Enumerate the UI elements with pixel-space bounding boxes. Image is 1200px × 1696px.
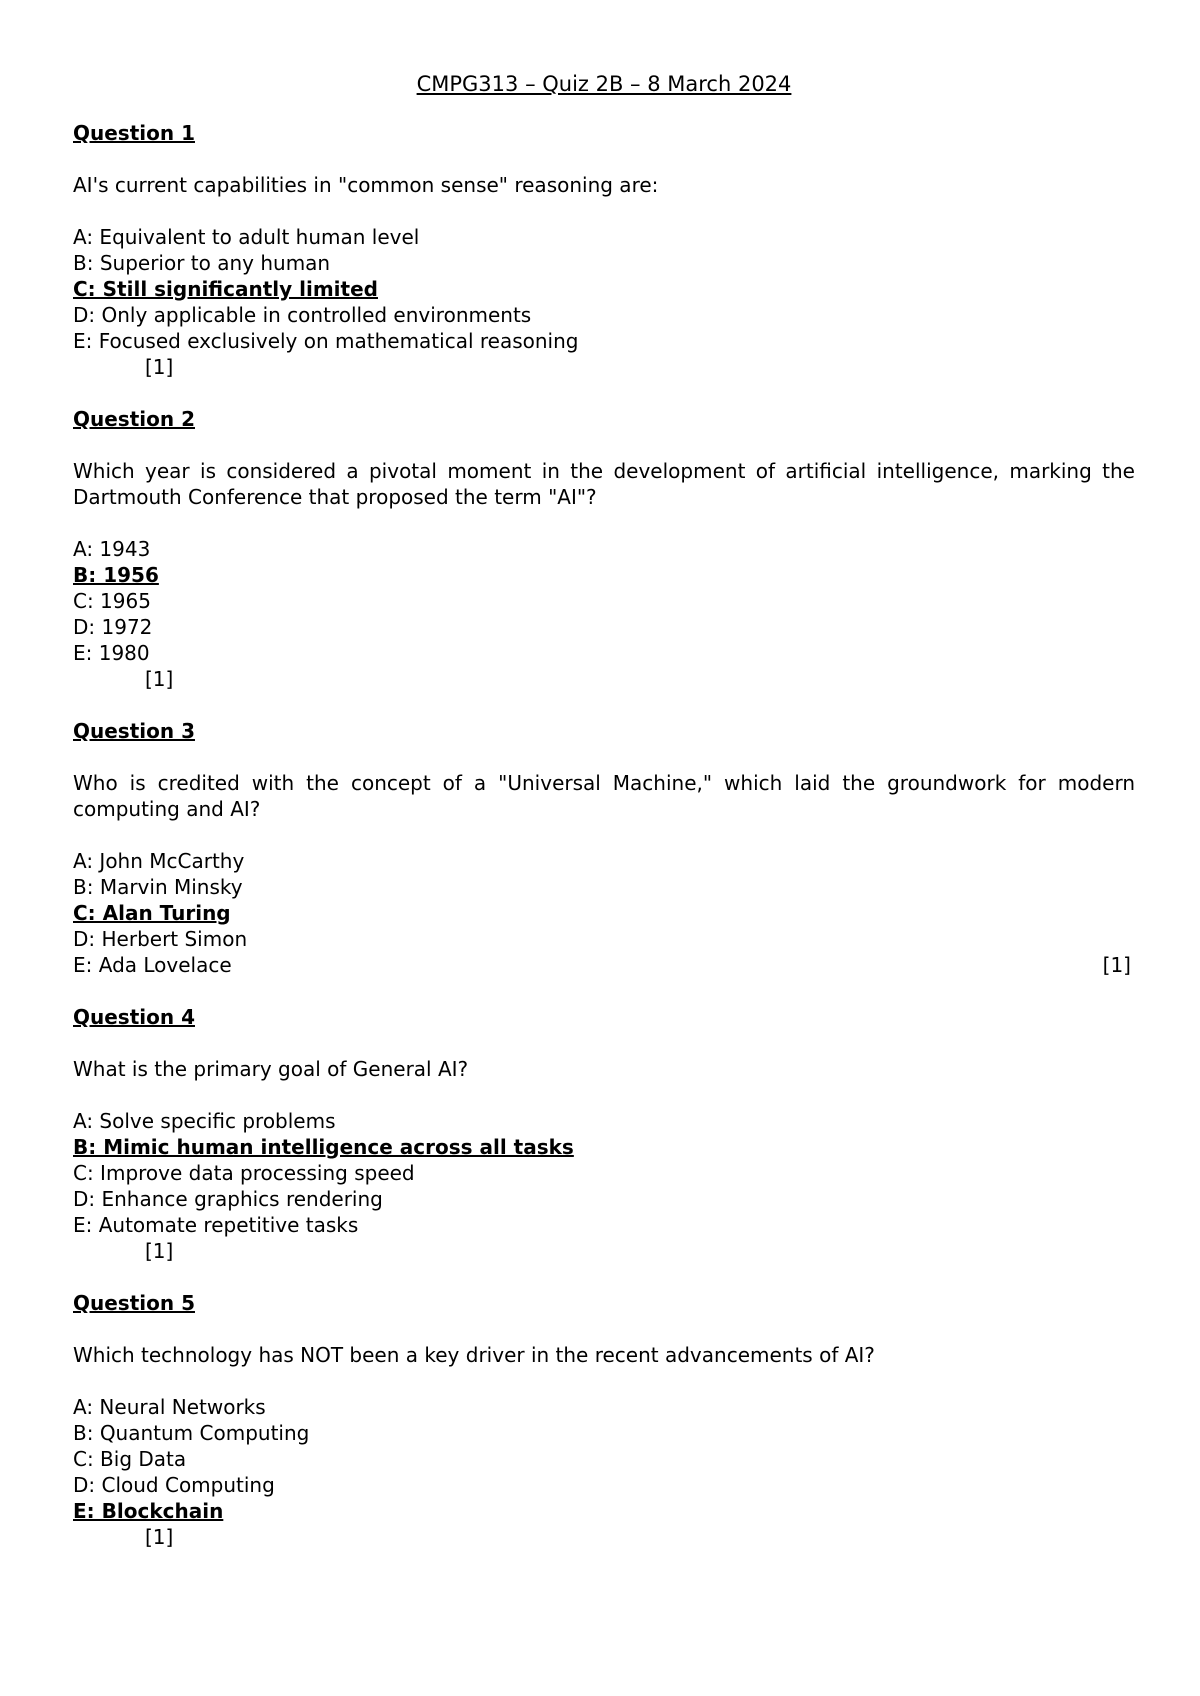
- question-5: [73, 1290, 1135, 1550]
- option-d: D: 1972: [73, 615, 153, 639]
- option-c: C: 1965: [73, 589, 151, 613]
- question-text: Which year is considered a pivotal moment in the development of artificial intelligence, marking the Dartmouth Conference that proposed the term "AI"?: [73, 459, 1135, 509]
- option-a: A: John McCarthy: [73, 849, 245, 873]
- question-text: Who is credited with the concept of a "Universal Machine," which laid the groundwork for modern computing and AI?: [73, 771, 1135, 821]
- option-e-row: [73, 952, 1135, 978]
- option-list: [73, 1394, 1135, 1524]
- question-heading: Question 5: [73, 1291, 195, 1315]
- question-text: AI's current capabilities in "common sense" reasoning are:: [73, 173, 659, 197]
- option-a: A: Equivalent to adult human level: [73, 225, 420, 249]
- option-d: D: Herbert Simon: [73, 927, 248, 951]
- question-heading: Question 3: [73, 719, 195, 743]
- option-list: [73, 536, 1135, 666]
- question-4: [73, 1004, 1135, 1264]
- question-text: Which technology has NOT been a key driver in the recent advancements of AI?: [73, 1343, 875, 1367]
- marks-label: [1]: [145, 1525, 174, 1549]
- option-b: B: Quantum Computing: [73, 1421, 310, 1445]
- question-heading: Question 2: [73, 407, 195, 431]
- option-b-correct: B: Mimic human intelligence across all tasks: [73, 1135, 574, 1159]
- question-text: What is the primary goal of General AI?: [73, 1057, 469, 1081]
- question-1: [73, 120, 1135, 380]
- option-e: E: 1980: [73, 641, 150, 665]
- marks-label: [1]: [145, 1239, 174, 1263]
- option-e-correct: E: Blockchain: [73, 1499, 224, 1523]
- option-d: D: Enhance graphics rendering: [73, 1187, 383, 1211]
- marks-label: [1]: [145, 667, 174, 691]
- option-list: [73, 224, 1135, 354]
- option-e: E: Ada Lovelace: [73, 953, 232, 977]
- option-b-correct: B: 1956: [73, 563, 159, 587]
- option-a: A: Neural Networks: [73, 1395, 266, 1419]
- option-e: E: Automate repetitive tasks: [73, 1213, 359, 1237]
- option-a: A: 1943: [73, 537, 151, 561]
- marks-label: [1]: [1102, 953, 1131, 977]
- marks-label: [1]: [145, 355, 174, 379]
- option-e: E: Focused exclusively on mathematical reasoning: [73, 329, 579, 353]
- question-2: [73, 406, 1135, 692]
- option-list: [73, 1108, 1135, 1238]
- option-list: [73, 848, 1135, 978]
- option-a: A: Solve specific problems: [73, 1109, 336, 1133]
- option-b: B: Superior to any human: [73, 251, 331, 275]
- option-d: D: Only applicable in controlled environments: [73, 303, 532, 327]
- document-title: CMPG313 – Quiz 2B – 8 March 2024: [416, 72, 792, 96]
- option-c-correct: C: Still significantly limited: [73, 277, 378, 301]
- option-c-correct: C: Alan Turing: [73, 901, 231, 925]
- question-3: [73, 718, 1135, 978]
- question-heading: Question 4: [73, 1005, 195, 1029]
- quiz-document: [73, 70, 1135, 1576]
- option-d: D: Cloud Computing: [73, 1473, 275, 1497]
- question-heading: Question 1: [73, 121, 195, 145]
- option-c: C: Improve data processing speed: [73, 1161, 415, 1185]
- option-b: B: Marvin Minsky: [73, 875, 243, 899]
- option-c: C: Big Data: [73, 1447, 187, 1471]
